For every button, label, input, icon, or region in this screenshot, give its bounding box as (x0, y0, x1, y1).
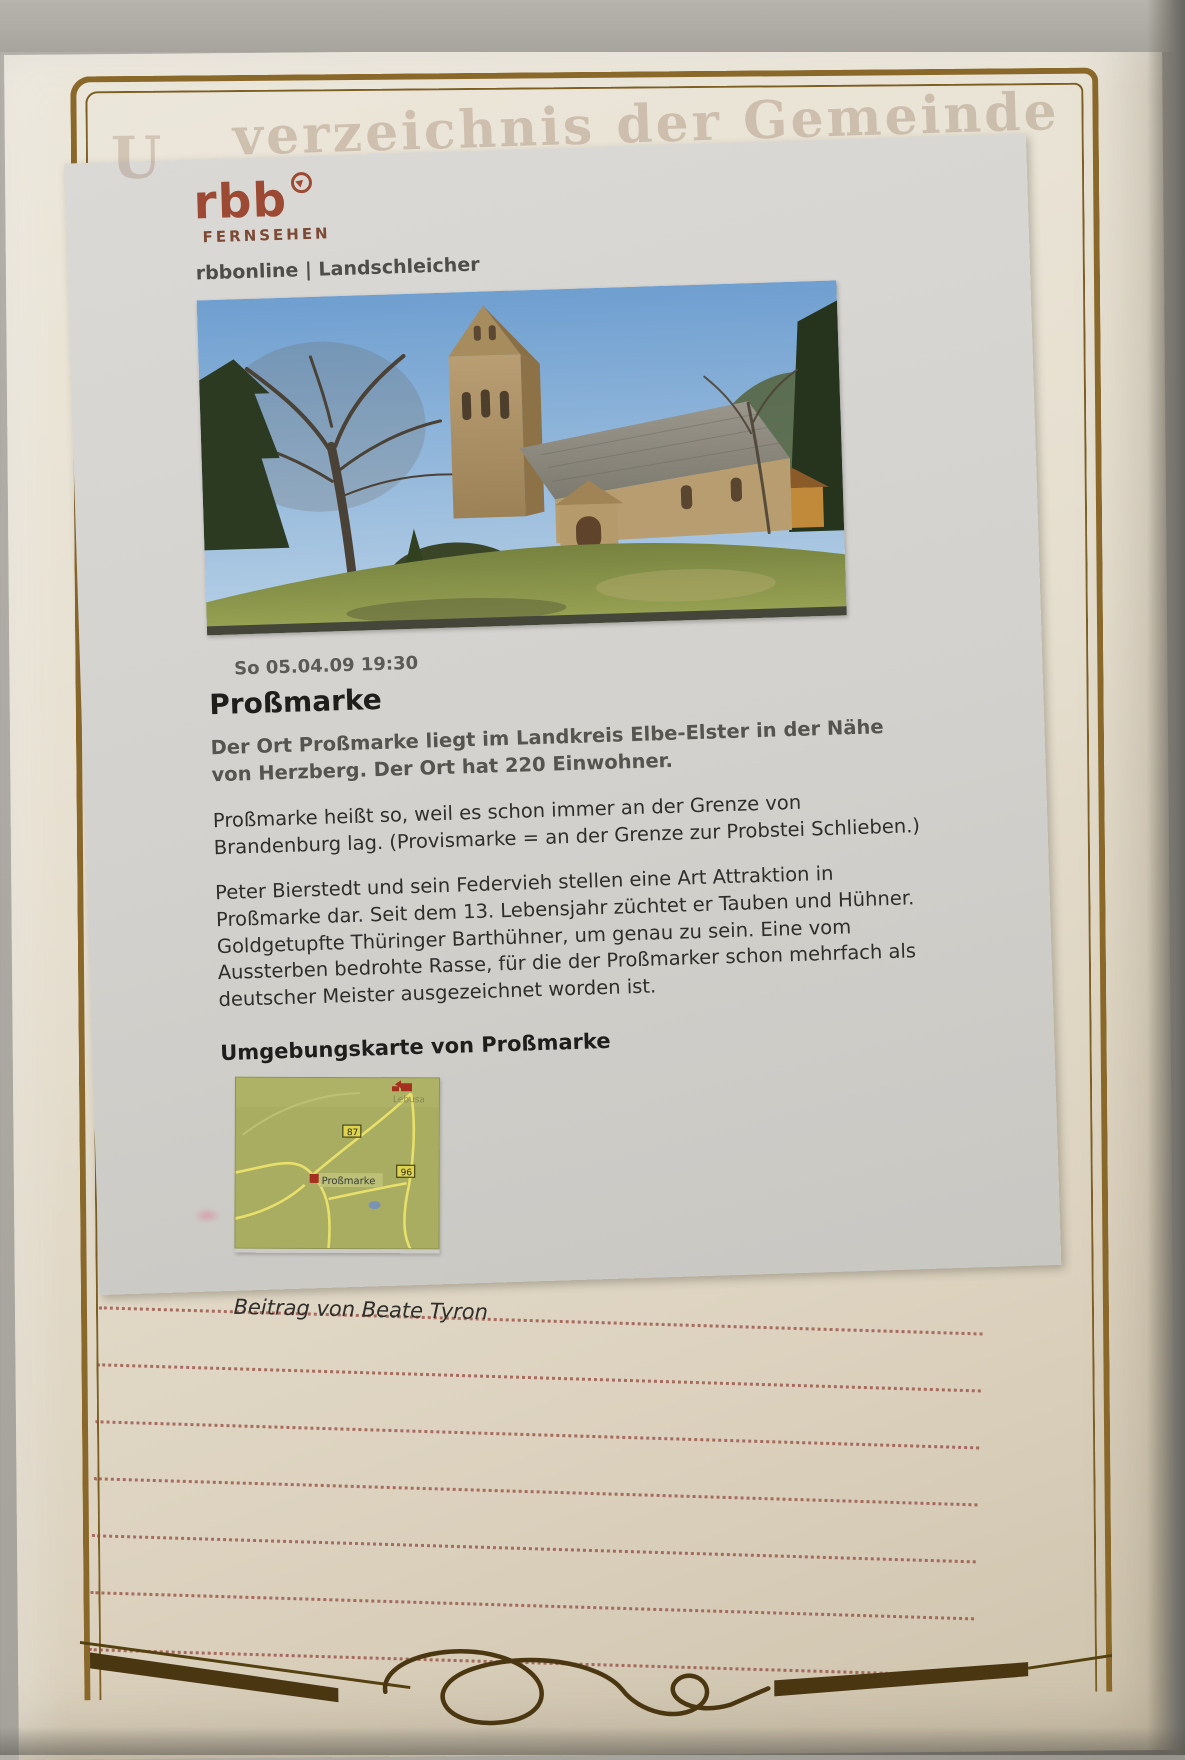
ghost-fraktur-initial: U (110, 123, 162, 193)
ard-circle-icon (291, 172, 313, 194)
broadcast-timestamp: So 05.04.09 19:30 (233, 652, 419, 680)
area-map (234, 1076, 440, 1253)
map-road-shield-a: 87 (346, 1127, 359, 1138)
ghost-fraktur-heading: verzeichnis der Gemeinde (231, 80, 1061, 168)
credit-line: Beitrag von Beate Tyron (233, 1294, 489, 1324)
album-page (4, 45, 1177, 1760)
breadcrumb: rbbonline | Landschleicher (195, 253, 480, 285)
map-town-label: Lebusa (392, 1094, 425, 1106)
printed-clipping (64, 133, 1061, 1324)
rbb-logo-text: rbb (192, 172, 288, 231)
backdrop-bottom (0, 1727, 1185, 1755)
article-paragraph-2: Peter Bierstedt und sein Federvieh stellen eine Art Attraktion in Proßmarke dar. Seit dem 13. Lebensjahr züchtet er Tauben und Hühner. Goldgetupfte Thüringer Barthühner, um genau zu sein. Eine vom Aussterben bedrohte Rasse, für die der Proßmarker schon mehrfach als deutscher Meister ausgezeichnet worden ist. (214, 862, 917, 1012)
dotted-line (90, 1591, 974, 1620)
dotted-line (94, 1477, 978, 1506)
map-heading: Umgebungskarte von Proßmarke (219, 1028, 611, 1065)
dotted-line (92, 1534, 976, 1563)
article-paragraph-1: Proßmarke heißt so, weil es schon immer an der Grenze von Brandenburg lag. (Provismarke = an der Grenze zur Probstei Schlieben.) (212, 790, 921, 859)
church-photo (197, 280, 847, 635)
dotted-line (95, 1420, 979, 1449)
article-lead: Der Ort Proßmarke liegt im Landkreis Elbe-Elster in der Nähe von Herzberg. Der Ort hat 220 Einwohner. (210, 715, 884, 787)
rbb-logo-subtitle: FERNSEHEN (202, 224, 331, 247)
backdrop-top (0, 0, 1185, 52)
dotted-line (97, 1363, 981, 1392)
article-title: Proßmarke (208, 682, 383, 722)
page-edge-shadow (1147, 0, 1185, 1755)
map-road-shield-b: 96 (400, 1167, 413, 1179)
map-place-label: Proßmarke (321, 1175, 376, 1187)
